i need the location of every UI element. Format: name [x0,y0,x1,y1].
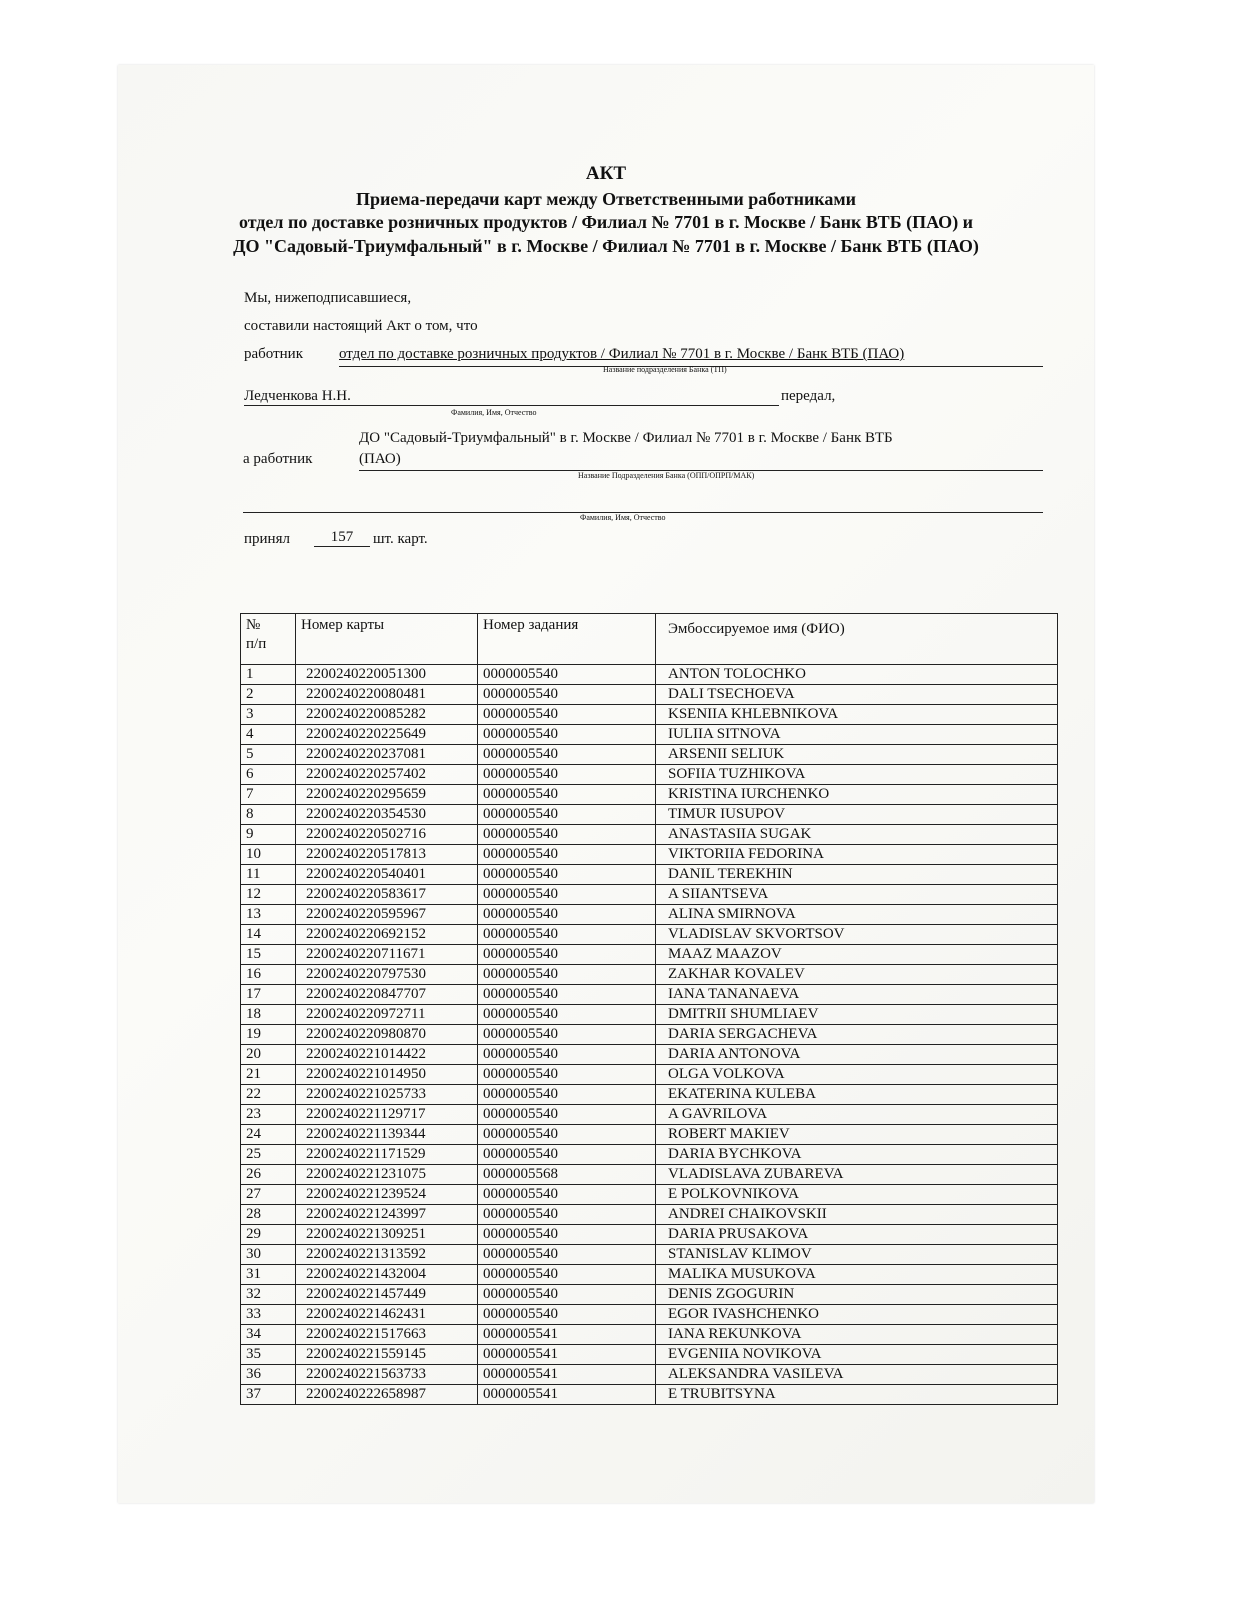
card-number: 2200240221517663 [296,1325,478,1345]
task-number: 0000005540 [478,745,656,765]
embossed-name: VLADISLAV SKVORTSOV [656,925,1058,945]
table-row [241,1045,1058,1065]
table-row [241,965,1058,985]
embossed-name: DARIA BYCHKOVA [656,1145,1058,1165]
table-row [241,1165,1058,1185]
task-number: 0000005541 [478,1385,656,1405]
embossed-name: E TRUBITSYNA [656,1385,1058,1405]
table-row [241,1305,1058,1325]
task-number: 0000005540 [478,1045,656,1065]
table-row [241,1125,1058,1145]
card-number: 2200240221563733 [296,1365,478,1385]
card-number: 2200240221243997 [296,1205,478,1225]
table-row [241,925,1058,945]
table-row [241,905,1058,925]
table-row [241,1025,1058,1045]
embossed-name: DARIA PRUSAKOVA [656,1225,1058,1245]
task-number: 0000005540 [478,685,656,705]
embossed-name: MALIKA MUSUKOVA [656,1265,1058,1285]
table-row [241,1065,1058,1085]
embossed-name: VLADISLAVA ZUBAREVA [656,1165,1058,1185]
row-number: 35 [241,1345,296,1365]
embossed-name: ANTON TOLOCHKO [656,665,1058,685]
row-number: 12 [241,885,296,905]
row-number: 4 [241,725,296,745]
row-number: 7 [241,785,296,805]
table-row [241,865,1058,885]
card-number: 2200240221239524 [296,1185,478,1205]
task-number: 0000005540 [478,825,656,845]
table-row [241,985,1058,1005]
embossed-name: EVGENIIA NOVIKOVA [656,1345,1058,1365]
task-number: 0000005568 [478,1165,656,1185]
row-number: 22 [241,1085,296,1105]
task-number: 0000005540 [478,1245,656,1265]
table-row [241,685,1058,705]
task-number: 0000005540 [478,965,656,985]
embossed-name: DARIA SERGACHEVA [656,1025,1058,1045]
table-row [241,1205,1058,1225]
header-embossed-name: Эмбоссируемое имя (ФИО) [656,614,1058,665]
accepted-count: 157 [314,529,370,547]
row-number: 27 [241,1185,296,1205]
card-number: 2200240220980870 [296,1025,478,1045]
row-number: 11 [241,865,296,885]
card-number: 2200240222658987 [296,1385,478,1405]
task-number: 0000005541 [478,1325,656,1345]
row-number: 1 [241,665,296,685]
row-number: 21 [241,1065,296,1085]
embossed-name: ARSENII SELIUK [656,745,1058,765]
table-row [241,1345,1058,1365]
row-number: 29 [241,1225,296,1245]
card-number: 2200240220080481 [296,685,478,705]
card-number: 2200240220237081 [296,745,478,765]
header-task-number: Номер задания [478,614,656,665]
embossed-name: ALEKSANDRA VASILEVA [656,1365,1058,1385]
card-number: 2200240220051300 [296,665,478,685]
receiver-unit-caption: Название Подразделения Банка (ОПП/ОПРП/МАК) [578,471,755,480]
task-number: 0000005540 [478,1085,656,1105]
embossed-name: IANA REKUNKOVA [656,1325,1058,1345]
card-number: 2200240221457449 [296,1285,478,1305]
embossed-name: KRISTINA IURCHENKO [656,785,1058,805]
card-number: 2200240220797530 [296,965,478,985]
table-row [241,1085,1058,1105]
card-number: 2200240220595967 [296,905,478,925]
task-number: 0000005540 [478,845,656,865]
task-number: 0000005540 [478,985,656,1005]
embossed-name: DENIS ZGOGURIN [656,1285,1058,1305]
table-row [241,765,1058,785]
table-row [241,745,1058,765]
task-number: 0000005540 [478,1005,656,1025]
row-number: 23 [241,1105,296,1125]
row-number: 26 [241,1165,296,1185]
task-number: 0000005541 [478,1365,656,1385]
row-number: 36 [241,1365,296,1385]
receiver-label: а работник [243,451,313,467]
document-subtitle-1: Приема-передачи карт между Ответственными работниками [355,189,857,209]
card-number: 2200240221014422 [296,1045,478,1065]
card-number: 2200240220540401 [296,865,478,885]
table-row [241,945,1058,965]
cards-table [240,613,1058,1405]
task-number: 0000005540 [478,785,656,805]
card-number: 2200240221559145 [296,1345,478,1365]
receiver-unit-line-2: (ПАО) [359,451,401,467]
task-number: 0000005540 [478,1285,656,1305]
embossed-name: A SIIANTSEVA [656,885,1058,905]
task-number: 0000005540 [478,725,656,745]
embossed-name: E POLKOVNIKOVA [656,1185,1058,1205]
table-row [241,825,1058,845]
header-num [241,614,296,665]
card-number: 2200240220085282 [296,705,478,725]
table-row [241,1185,1058,1205]
embossed-name: EGOR IVASHCHENKO [656,1305,1058,1325]
row-number: 14 [241,925,296,945]
task-number: 0000005540 [478,805,656,825]
receiver-name-caption: Фамилия, Имя, Отчество [580,513,666,522]
embossed-name: ALINA SMIRNOVA [656,905,1058,925]
card-number: 2200240221432004 [296,1265,478,1285]
embossed-name: ANASTASIIA SUGAK [656,825,1058,845]
sender-label: работник [244,346,303,362]
sender-name-rule [244,405,779,406]
embossed-name: MAAZ MAAZOV [656,945,1058,965]
receiver-unit-line-1: ДО "Садовый-Триумфальный" в г. Москве / Филиал № 7701 в г. Москве / Банк ВТБ [359,430,893,446]
row-number: 9 [241,825,296,845]
table-row [241,1285,1058,1305]
table-header-row [241,614,1058,665]
embossed-name: A GAVRILOVA [656,1105,1058,1125]
row-number: 8 [241,805,296,825]
table-row [241,1265,1058,1285]
embossed-name: IULIIA SITNOVA [656,725,1058,745]
task-number: 0000005540 [478,905,656,925]
row-number: 19 [241,1025,296,1045]
header-card-number: Номер карты [296,614,478,665]
task-number: 0000005540 [478,1305,656,1325]
embossed-name: DARIA ANTONOVA [656,1045,1058,1065]
table-row [241,785,1058,805]
table-row [241,1365,1058,1385]
sender-unit-caption: Название подразделения Банка (ТП) [603,365,727,374]
task-number: 0000005540 [478,1125,656,1145]
row-number: 32 [241,1285,296,1305]
card-number: 2200240220972711 [296,1005,478,1025]
embossed-name: KSENIIA KHLEBNIKOVA [656,705,1058,725]
row-number: 34 [241,1325,296,1345]
embossed-name: VIKTORIIA FEDORINA [656,845,1058,865]
card-number: 2200240220295659 [296,785,478,805]
embossed-name: ROBERT MAKIEV [656,1125,1058,1145]
row-number: 18 [241,1005,296,1025]
table-row [241,1105,1058,1125]
table-row [241,725,1058,745]
document-title: АКТ [585,163,627,184]
card-number: 2200240221309251 [296,1225,478,1245]
task-number: 0000005540 [478,765,656,785]
sender-name: Ледченкова Н.Н. [244,388,351,404]
row-number: 2 [241,685,296,705]
embossed-name: ZAKHAR KOVALEV [656,965,1058,985]
table-row [241,845,1058,865]
sender-unit: отдел по доставке розничных продуктов / Филиал № 7701 в г. Москве / Банк ВТБ (ПАО) [339,346,905,362]
embossed-name: ANDREI CHAIKOVSKII [656,1205,1058,1225]
row-number: 16 [241,965,296,985]
card-number: 2200240220517813 [296,845,478,865]
card-number: 2200240220257402 [296,765,478,785]
card-number: 2200240220502716 [296,825,478,845]
task-number: 0000005540 [478,665,656,685]
task-number: 0000005540 [478,1145,656,1165]
task-number: 0000005540 [478,705,656,725]
table-row [241,705,1058,725]
sender-action: передал, [781,388,836,404]
card-number: 2200240221025733 [296,1085,478,1105]
task-number: 0000005540 [478,1065,656,1085]
row-number: 37 [241,1385,296,1405]
row-number: 20 [241,1045,296,1065]
cards-table-body [241,665,1058,1405]
embossed-name: DMITRII SHUMLIAEV [656,1005,1058,1025]
embossed-name: DANIL TEREKHIN [656,865,1058,885]
task-number: 0000005540 [478,1205,656,1225]
task-number: 0000005540 [478,1105,656,1125]
task-number: 0000005540 [478,945,656,965]
card-number: 2200240220583617 [296,885,478,905]
embossed-name: SOFIIA TUZHIKOVA [656,765,1058,785]
table-row [241,665,1058,685]
row-number: 15 [241,945,296,965]
task-number: 0000005540 [478,1225,656,1245]
row-number: 5 [241,745,296,765]
card-number: 2200240220692152 [296,925,478,945]
row-number: 6 [241,765,296,785]
task-number: 0000005541 [478,1345,656,1365]
embossed-name: OLGA VOLKOVA [656,1065,1058,1085]
header-num-line-2: п/п [246,636,267,652]
embossed-name: STANISLAV KLIMOV [656,1245,1058,1265]
row-number: 30 [241,1245,296,1265]
intro-line-2: составили настоящий Акт о том, что [244,318,478,334]
card-number: 2200240221014950 [296,1065,478,1085]
task-number: 0000005540 [478,885,656,905]
card-number: 2200240220225649 [296,725,478,745]
table-row [241,1245,1058,1265]
accepted-unit: шт. карт. [373,531,428,547]
card-number: 2200240220711671 [296,945,478,965]
row-number: 10 [241,845,296,865]
card-number: 2200240221171529 [296,1145,478,1165]
task-number: 0000005540 [478,1025,656,1045]
table-row [241,885,1058,905]
row-number: 3 [241,705,296,725]
card-number: 2200240220354530 [296,805,478,825]
row-number: 24 [241,1125,296,1145]
task-number: 0000005540 [478,865,656,885]
header-num-line-1: № [246,617,261,633]
embossed-name: DALI TSECHOEVA [656,685,1058,705]
table-row [241,805,1058,825]
table-row [241,1145,1058,1165]
card-number: 2200240220847707 [296,985,478,1005]
table-row [241,1325,1058,1345]
sender-name-caption: Фамилия, Имя, Отчество [451,408,537,417]
row-number: 13 [241,905,296,925]
row-number: 25 [241,1145,296,1165]
table-row [241,1225,1058,1245]
task-number: 0000005540 [478,1185,656,1205]
card-number: 2200240221129717 [296,1105,478,1125]
task-number: 0000005540 [478,925,656,945]
table-row [241,1385,1058,1405]
document-subtitle-2: отдел по доставке розничных продуктов / Филиал № 7701 в г. Москве / Банк ВТБ (ПАО) и [238,212,974,232]
embossed-name: EKATERINA KULEBA [656,1085,1058,1105]
card-number: 2200240221313592 [296,1245,478,1265]
embossed-name: TIMUR IUSUPOV [656,805,1058,825]
row-number: 28 [241,1205,296,1225]
card-number: 2200240221462431 [296,1305,478,1325]
row-number: 33 [241,1305,296,1325]
row-number: 31 [241,1265,296,1285]
task-number: 0000005540 [478,1265,656,1285]
embossed-name: IANA TANANAEVA [656,985,1058,1005]
document-subtitle-3: ДО "Садовый-Триумфальный" в г. Москве / Филиал № 7701 в г. Москве / Банк ВТБ (ПАО) [233,236,979,256]
intro-line-1: Мы, нижеподписавшиеся, [244,290,412,306]
row-number: 17 [241,985,296,1005]
card-number: 2200240221231075 [296,1165,478,1185]
accepted-label: принял [244,531,290,547]
card-number: 2200240221139344 [296,1125,478,1145]
table-row [241,1005,1058,1025]
